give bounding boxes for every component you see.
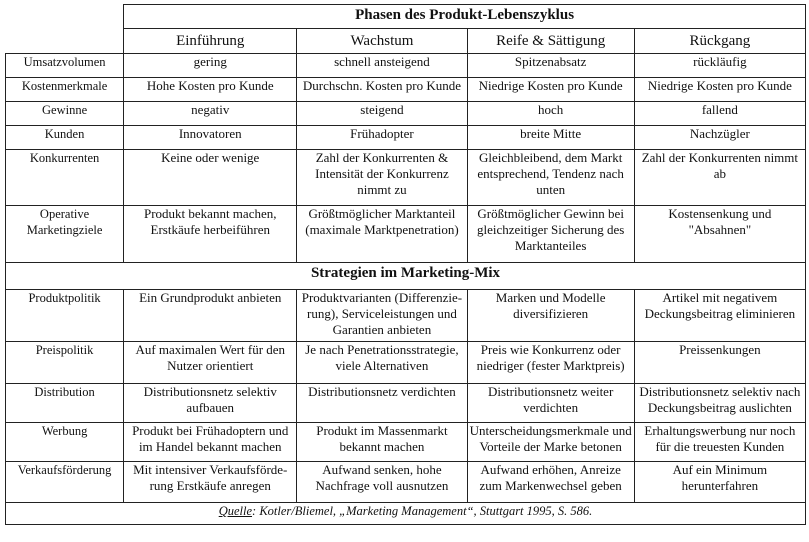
phase-cell: schnell ansteigend <box>297 54 467 78</box>
phase-cell: Durchschn. Kosten pro Kunde <box>297 78 467 102</box>
strategy-cell: Preissenkungen <box>634 342 805 384</box>
lifecycle-table-container <box>5 4 806 525</box>
phase-cell: Zahl der Konkurrenten nimmt ab <box>634 150 805 206</box>
phase-cell: Größtmöglicher Marktanteil (maximale Marktpenetration) <box>297 206 467 263</box>
phase-row <box>6 54 806 78</box>
source-label: Quelle <box>218 504 253 518</box>
phase-cell: Hohe Kosten pro Kunde <box>124 78 297 102</box>
phase-header-einfuehrung: Einführung <box>124 29 297 54</box>
strategy-cell: Erhaltungswerbung nur noch für die treuesten Kunden <box>634 423 805 462</box>
phase-cell: Gleichbleibend, dem Markt entsprechend, Tendenz nach unten <box>467 150 634 206</box>
phase-cell: Niedrige Kosten pro Kunde <box>634 78 805 102</box>
phase-cell: rückläufig <box>634 54 805 78</box>
strategy-row-label: Werbung <box>6 423 124 462</box>
phase-cell: steigend <box>297 102 467 126</box>
strategy-cell: Produkt im Massenmarkt bekannt machen <box>297 423 467 462</box>
phase-row-label: Umsatzvolumen <box>6 54 124 78</box>
phase-cell: fallend <box>634 102 805 126</box>
strategy-cell: Unterscheidungsmerkmale und Vorteile der Marke betonen <box>467 423 634 462</box>
phase-cell: Niedrige Kosten pro Kunde <box>467 78 634 102</box>
phase-row-label: Kostenmerkmale <box>6 78 124 102</box>
strategy-row-label: Verkaufsförderung <box>6 462 124 503</box>
phase-cell: gering <box>124 54 297 78</box>
strategy-cell: Produkt bei Frühadoptern und im Handel bekannt machen <box>124 423 297 462</box>
phase-cell: Produkt bekannt machen, Erstkäufe herbeiführen <box>124 206 297 263</box>
phase-row <box>6 150 806 206</box>
phase-cell: Keine oder wenige <box>124 150 297 206</box>
phase-row-label: Operative Marketingziele <box>6 206 124 263</box>
strategy-cell: Je nach Penetrationsstrategie, viele Alternativen <box>297 342 467 384</box>
strategy-cell: Distributionsnetz weiter verdichten <box>467 384 634 423</box>
phase-header-wachstum: Wachstum <box>297 29 467 54</box>
phase-cell: Nachzügler <box>634 126 805 150</box>
strategy-row <box>6 290 806 342</box>
strategy-cell: Mit intensiver Verkaufsförde- rung Erstkäufe anregen <box>124 462 297 503</box>
phase-cell: Zahl der Konkurrenten & Intensität der Konkurrenz nimmt zu <box>297 150 467 206</box>
strategy-cell: Preis wie Konkurrenz oder niedriger (fester Marktpreis) <box>467 342 634 384</box>
strategy-cell: Auf maximalen Wert für den Nutzer orientiert <box>124 342 297 384</box>
phase-row-label: Gewinne <box>6 102 124 126</box>
strategy-cell: Aufwand erhöhen, Anreize zum Markenwechsel geben <box>467 462 634 503</box>
strategy-row <box>6 384 806 423</box>
strategy-row <box>6 462 806 503</box>
strategy-cell: Artikel mit negativem Deckungsbeitrag eliminieren <box>634 290 805 342</box>
strategy-row <box>6 423 806 462</box>
phase-row <box>6 78 806 102</box>
strategy-section-title: Strategien im Marketing-Mix <box>6 263 806 290</box>
strategy-cell: Aufwand senken, hohe Nachfrage voll ausnutzen <box>297 462 467 503</box>
strategy-row-label: Preispolitik <box>6 342 124 384</box>
phase-cell: Innovatoren <box>124 126 297 150</box>
strategy-cell: Distributionsnetz selektiv nach Deckungsbeitrag auslichten <box>634 384 805 423</box>
phase-cell: Kostensenkung und "Absahnen" <box>634 206 805 263</box>
strategy-cell: Distributionsnetz verdichten <box>297 384 467 423</box>
product-lifecycle-table <box>5 4 806 525</box>
phase-row <box>6 126 806 150</box>
phase-row-label: Konkurrenten <box>6 150 124 206</box>
strategy-cell: Produktvarianten (Differenzie- rung), Serviceleistungen und Garantien anbieten <box>297 290 467 342</box>
strategy-row <box>6 342 806 384</box>
phase-cell: Frühadopter <box>297 126 467 150</box>
blank-corner-cell <box>6 5 124 54</box>
table-title: Phasen des Produkt-Lebenszyklus <box>124 5 806 29</box>
phase-cell: negativ <box>124 102 297 126</box>
phase-row <box>6 102 806 126</box>
source-text: : Kotler/Bliemel, „Marketing Management“, Stuttgart 1995, S. 586. <box>252 504 593 518</box>
strategy-cell: Ein Grundprodukt anbieten <box>124 290 297 342</box>
phase-header-reife: Reife & Sättigung <box>467 29 634 54</box>
strategy-cell: Marken und Modelle diversifizieren <box>467 290 634 342</box>
phase-cell: breite Mitte <box>467 126 634 150</box>
phase-cell: Größtmöglicher Gewinn bei gleichzeitiger Sicherung des Marktanteiles <box>467 206 634 263</box>
phase-cell: hoch <box>467 102 634 126</box>
strategy-row-label: Distribution <box>6 384 124 423</box>
phase-cell: Spitzenabsatz <box>467 54 634 78</box>
strategy-row-label: Produktpolitik <box>6 290 124 342</box>
strategy-cell: Auf ein Minimum herunterfahren <box>634 462 805 503</box>
source-citation <box>6 503 806 525</box>
strategy-cell: Distributionsnetz selektiv aufbauen <box>124 384 297 423</box>
phase-row-label: Kunden <box>6 126 124 150</box>
phase-row <box>6 206 806 263</box>
phase-header-rueckgang: Rückgang <box>634 29 805 54</box>
